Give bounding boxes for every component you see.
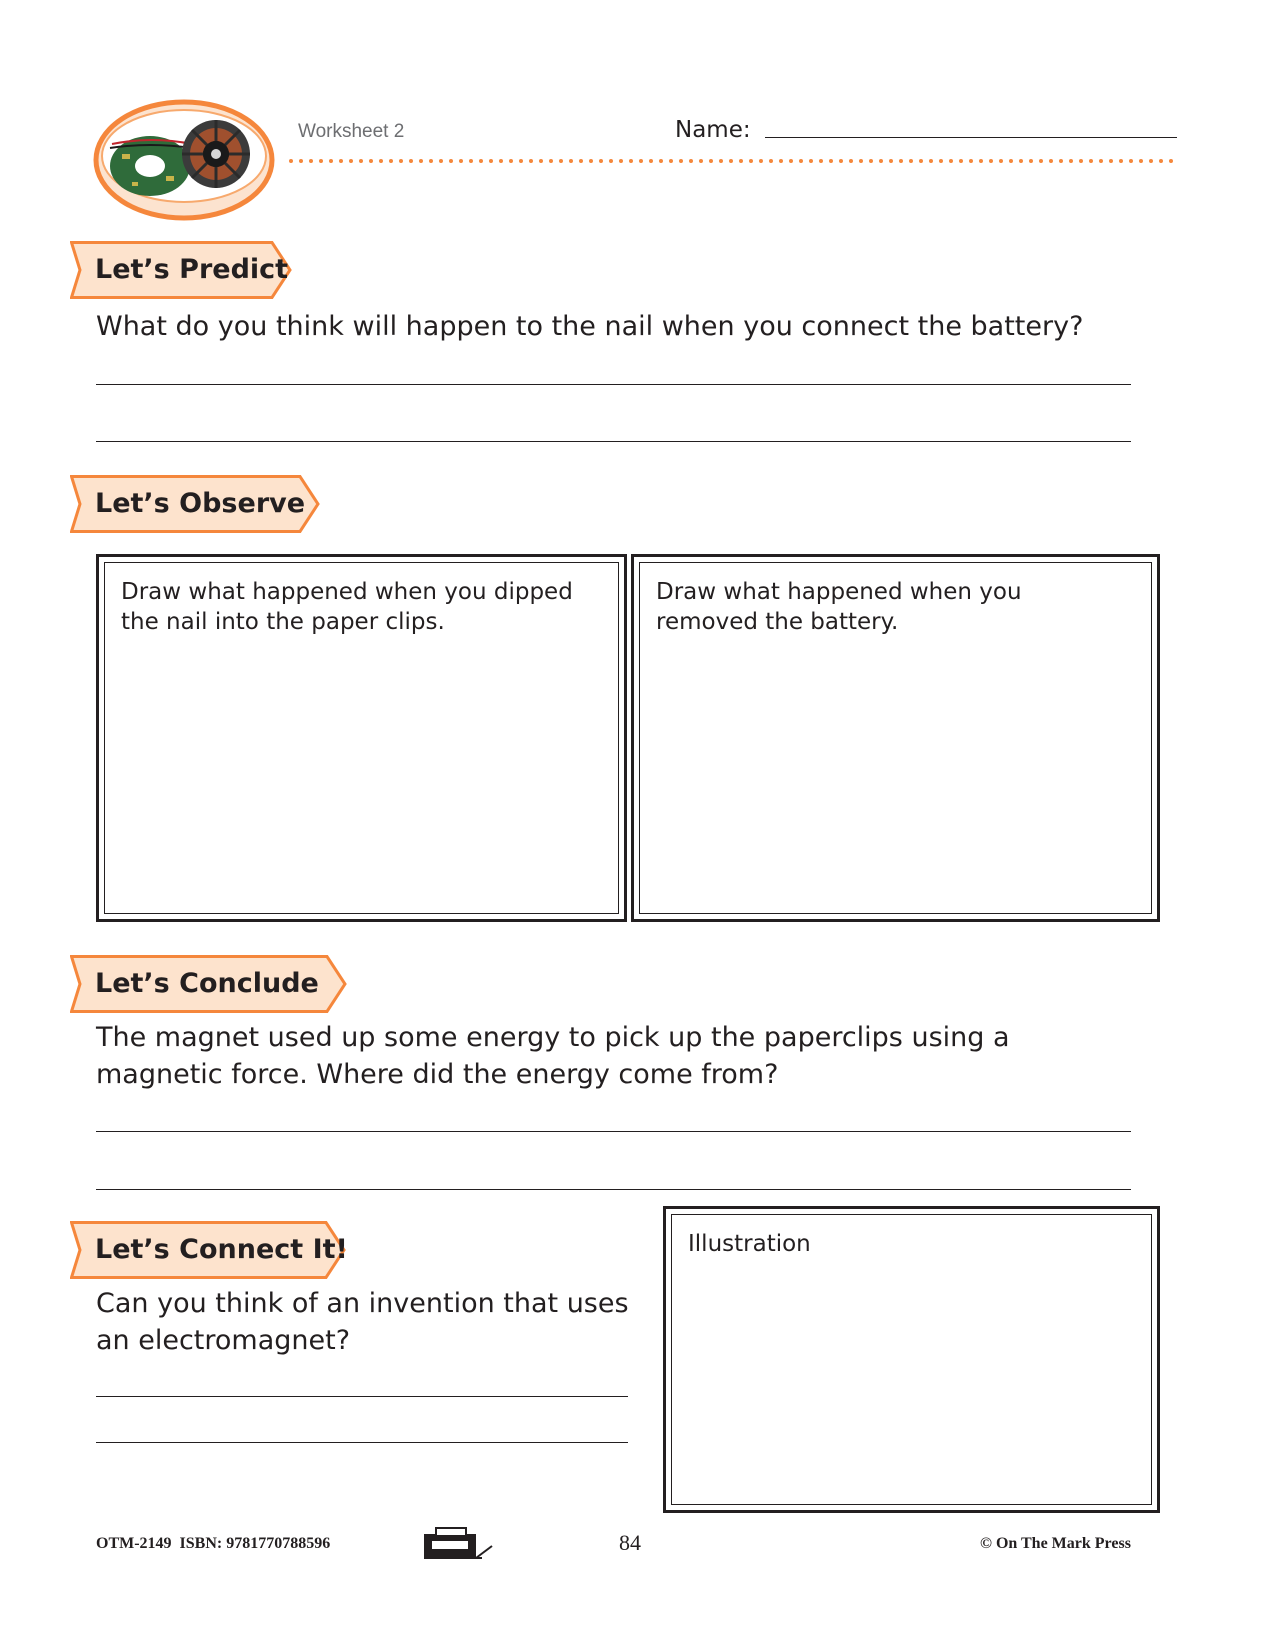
section-title-conclude: Let’s Conclude	[95, 968, 319, 999]
worksheet-label: Worksheet 2	[298, 121, 405, 142]
observe-box-right[interactable]	[631, 554, 1160, 922]
connect-question: Can you think of an invention that uses an electromagnet?	[96, 1288, 629, 1356]
illustration-box[interactable]	[663, 1206, 1160, 1513]
motor-logo-image	[92, 96, 276, 221]
observe-box-left[interactable]	[96, 554, 627, 922]
predict-question: What do you think will happen to the nail when you connect the battery?	[96, 311, 1084, 342]
answer-line-5[interactable]	[96, 1396, 628, 1397]
answer-line-2[interactable]	[96, 441, 1131, 442]
answer-line-3[interactable]	[96, 1131, 1131, 1132]
page-number: 84	[619, 1530, 641, 1555]
section-tab-connect	[70, 1221, 346, 1279]
observe-box-left-prompt: Draw what happened when you dipped the nail into the paper clips.	[121, 579, 573, 635]
name-label: Name:	[675, 117, 751, 143]
section-title-observe: Let’s Observe	[95, 488, 306, 519]
copyright: © On The Mark Press	[980, 1535, 1131, 1552]
section-title-connect: Let’s Connect It!	[95, 1234, 348, 1265]
observe-box-right-prompt: Draw what happened when you removed the battery.	[656, 579, 1022, 635]
illustration-label: Illustration	[688, 1231, 811, 1257]
section-tab-conclude	[70, 955, 347, 1013]
section-tab-predict	[70, 241, 292, 299]
section-title-predict: Let’s Predict	[95, 254, 289, 285]
section-tab-observe	[70, 475, 320, 533]
answer-line-6[interactable]	[96, 1442, 628, 1443]
conclude-question: The magnet used up some energy to pick up the paperclips using a magnetic force. Where did the energy come from?	[96, 1022, 1010, 1090]
dotted-divider	[288, 158, 1178, 164]
footer-code: OTM-2149 ISBN: 9781770788596	[96, 1535, 331, 1552]
answer-line-4[interactable]	[96, 1189, 1131, 1190]
printer-icon	[422, 1524, 494, 1560]
name-input-line[interactable]	[765, 137, 1177, 138]
answer-line-1[interactable]	[96, 384, 1131, 385]
